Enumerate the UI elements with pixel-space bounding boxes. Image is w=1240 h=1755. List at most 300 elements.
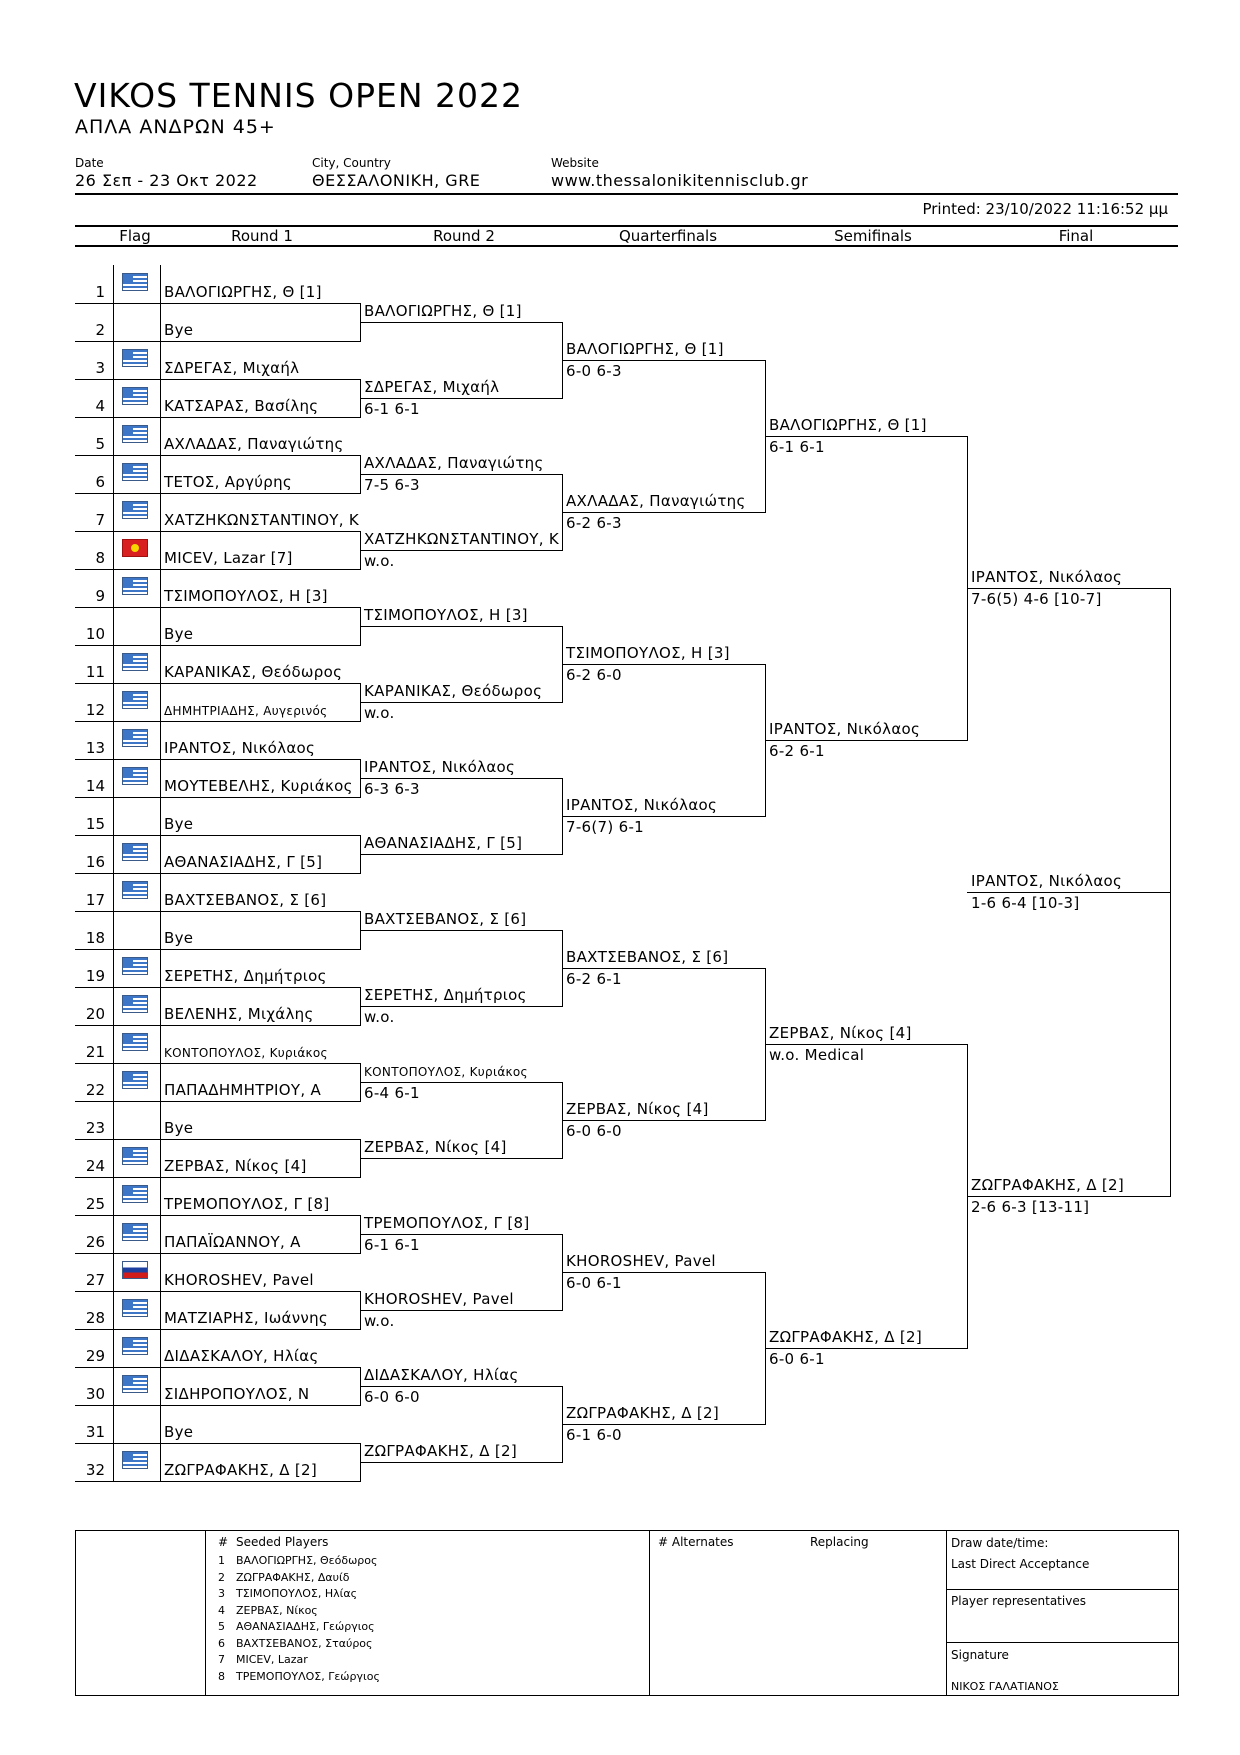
round2-player-name: ΣΕΡΕΤΗΣ, Δημήτριος (364, 986, 527, 1004)
flag-column-divider (160, 987, 161, 1025)
flag-column-divider (113, 721, 114, 759)
seeded-player-name: MICEV, Lazar (236, 1653, 308, 1666)
round1-player-name: ΚΑΤΣΑΡΑΣ, Βασίλης (164, 397, 319, 415)
round2-slot-line (360, 398, 562, 399)
round1-player-name: ΖΕΡΒΑΣ, Νίκος [4] (164, 1157, 307, 1175)
quarterfinal-player-name: ΒΑΧΤΣΕΒΑΝΟΣ, Σ [6] (566, 948, 729, 966)
draw-position-number: 29 (85, 1347, 105, 1365)
flag-column-divider (113, 1063, 114, 1101)
quarterfinal-score: 6-2 6-1 (566, 970, 622, 988)
flag-column-divider (113, 1405, 114, 1443)
flag-column-divider (160, 1367, 161, 1405)
flag-column-divider (160, 493, 161, 531)
semifinal-player-name: ΖΕΡΒΑΣ, Νίκος [4] (769, 1024, 912, 1042)
quarterfinal-score: 6-0 6-0 (566, 1122, 622, 1140)
greece-flag-icon (122, 843, 148, 861)
round2-player-name: KHOROSHEV, Pavel (364, 1290, 514, 1308)
quarterfinal-player-name: ΙΡΑΝΤΟΣ, Νικόλαος (566, 796, 718, 814)
flag-column-divider (160, 1101, 161, 1139)
quarterfinal-slot-line (562, 1424, 765, 1425)
final-score: 2-6 6-3 [13-11] (971, 1198, 1090, 1216)
round1-player-name: ΙΡΑΝΤΟΣ, Νικόλαος (164, 739, 316, 757)
round1-slot-line (75, 1329, 360, 1330)
round1-slot-line (75, 455, 360, 456)
legend-hline-2 (946, 1642, 1178, 1643)
quarterfinal-player-name: ΒΑΛΟΓΙΩΡΓΗΣ, Θ [1] (566, 340, 724, 358)
legend-hline-1 (946, 1589, 1178, 1590)
flag-column-divider (160, 1215, 161, 1253)
flag-column-divider (160, 835, 161, 873)
seed-number: 8 (218, 1669, 225, 1683)
flag-column-divider (160, 1443, 161, 1481)
column-header-semifinals: Semifinals (834, 227, 912, 245)
north-macedonia-flag-icon (122, 539, 148, 557)
flag-column-divider (113, 531, 114, 569)
legend-divider-2 (649, 1530, 650, 1696)
flag-column-divider (113, 607, 114, 645)
round1-slot-line (75, 911, 360, 912)
quarterfinal-score: 7-6(7) 6-1 (566, 818, 645, 836)
event-subtitle: ΑΠΛΑ ΑΝΔΡΩΝ 45+ (75, 116, 276, 138)
round1-player-name: ΑΧΛΑΔΑΣ, Παναγιώτης (164, 435, 344, 453)
round2-player-name: ΖΕΡΒΑΣ, Νίκος [4] (364, 1138, 507, 1156)
quarterfinal-slot-line (562, 1120, 765, 1121)
round1-player-name: KHOROSHEV, Pavel (164, 1271, 314, 1289)
round1-player-name: ΤΣΙΜΟΠΟΥΛΟΣ, Η [3] (164, 587, 328, 605)
seed-number: 6 (218, 1636, 225, 1650)
flag-column-divider (160, 303, 161, 341)
round1-slot-line (75, 1367, 360, 1368)
flag-column-divider (113, 683, 114, 721)
seeded-hash: # (218, 1535, 229, 1549)
tournament-title: VIKOS TENNIS OPEN 2022 (74, 76, 523, 115)
flag-column-divider (160, 873, 161, 911)
round1-player-name: ΠΑΠΑΪΩΑΝΝΟΥ, Α (164, 1233, 301, 1251)
greece-flag-icon (122, 1033, 148, 1051)
draw-position-number: 13 (85, 739, 105, 757)
flag-column-divider (113, 949, 114, 987)
greece-flag-icon (122, 387, 148, 405)
round2-slot-line (360, 778, 562, 779)
seed-number: 7 (218, 1653, 225, 1666)
round2-slot-line (360, 1386, 562, 1387)
seeded-player-name: ΑΘΑΝΑΣΙΑΔΗΣ, Γεώργιος (236, 1620, 375, 1633)
last-direct-acceptance-label: Last Direct Acceptance (951, 1557, 1090, 1571)
flag-column-divider (113, 569, 114, 607)
round2-score: w.o. (364, 552, 395, 570)
round1-player-name: ΑΘΑΝΑΣΙΑΔΗΣ, Γ [5] (164, 853, 323, 871)
champion-name: ΙΡΑΝΤΟΣ, Νικόλαος (971, 872, 1123, 890)
round1-player-name: ΔΙΔΑΣΚΑΛΟΥ, Ηλίας (164, 1347, 319, 1365)
round2-player-name: ΑΧΛΑΔΑΣ, Παναγιώτης (364, 454, 544, 472)
flag-column-divider (160, 1291, 161, 1329)
flag-column-divider (113, 1025, 114, 1063)
draw-position-number: 9 (95, 587, 105, 605)
round1-player-name: Bye (164, 1423, 194, 1441)
flag-column-divider (113, 341, 114, 379)
draw-position-number: 2 (95, 321, 105, 339)
russia-flag-icon (122, 1261, 148, 1279)
semifinal-score: 6-2 6-1 (769, 742, 825, 760)
greece-flag-icon (122, 463, 148, 481)
round1-slot-line (75, 683, 360, 684)
quarterfinal-player-name: ΑΧΛΑΔΑΣ, Παναγιώτης (566, 492, 746, 510)
final-player-name: ΙΡΑΝΤΟΣ, Νικόλαος (971, 568, 1123, 586)
greece-flag-icon (122, 501, 148, 519)
quarterfinal-score: 6-2 6-3 (566, 514, 622, 532)
website-value: www.thessalonikitennisclub.gr (551, 171, 809, 190)
flag-column-divider (113, 759, 114, 797)
greece-flag-icon (122, 273, 148, 291)
round1-player-name: ΤΕΤΟΣ, Αργύρης (164, 473, 292, 491)
flag-column-divider (160, 1025, 161, 1063)
round1-player-name: ΒΕΛΕΝΗΣ, Μιχάλης (164, 1005, 314, 1023)
final-slot-line (967, 1196, 1170, 1197)
legend-divider-1 (205, 1530, 206, 1696)
round1-slot-line (75, 1405, 360, 1406)
greece-flag-icon (122, 577, 148, 595)
player-representatives-label: Player representatives (951, 1594, 1086, 1608)
round1-slot-line (75, 721, 360, 722)
semifinal-slot-line (765, 740, 967, 741)
final-slot-line (967, 588, 1170, 589)
round1-slot-line (75, 1177, 360, 1178)
flag-column-divider (113, 417, 114, 455)
round1-player-name: Bye (164, 929, 194, 947)
greece-flag-icon (122, 1451, 148, 1469)
draw-position-number: 23 (85, 1119, 105, 1137)
round2-player-name: ΧΑΤΖΗΚΩΝΣΤΑΝΤΙΝΟΥ, Κ (364, 530, 560, 548)
seeded-player-name: ΤΡΕΜΟΠΟΥΛΟΣ, Γεώργιος (236, 1669, 380, 1683)
round2-player-name: ΤΡΕΜΟΠΟΥΛΟΣ, Γ [8] (364, 1214, 530, 1232)
columns-bottom-rule (75, 245, 1178, 247)
round1-slot-line (75, 1253, 360, 1254)
flag-column-divider (160, 569, 161, 607)
flag-column-divider (160, 911, 161, 949)
round1-player-name: ΣΙΔΗΡΟΠΟΥΛΟΣ, Ν (164, 1385, 310, 1403)
greece-flag-icon (122, 653, 148, 671)
draw-position-number: 14 (85, 777, 105, 795)
round2-slot-line (360, 1006, 562, 1007)
round1-player-name: MICEV, Lazar [7] (164, 549, 293, 567)
date-label: Date (75, 156, 104, 170)
flag-column-divider (160, 1253, 161, 1291)
round1-slot-line (75, 835, 360, 836)
round2-slot-line (360, 1158, 562, 1159)
round1-slot-line (75, 759, 360, 760)
draw-position-number: 16 (85, 853, 105, 871)
draw-position-number: 26 (85, 1233, 105, 1251)
semifinal-player-name: ΙΡΑΝΤΟΣ, Νικόλαος (769, 720, 921, 738)
seed-number: 4 (218, 1603, 225, 1617)
greece-flag-icon (122, 425, 148, 443)
signature-label: Signature (951, 1648, 1009, 1662)
draw-position-number: 21 (85, 1043, 105, 1061)
round1-slot-line (75, 1101, 360, 1102)
round1-player-name: ΣΔΡΕΓΑΣ, Μιχαήλ (164, 359, 300, 377)
round1-slot-line (75, 607, 360, 608)
quarterfinal-score: 6-2 6-0 (566, 666, 622, 684)
draw-position-number: 15 (85, 815, 105, 833)
round1-slot-line (75, 417, 360, 418)
semifinal-slot-line (765, 1348, 967, 1349)
round1-player-name: ΧΑΤΖΗΚΩΝΣΤΑΝΤΙΝΟΥ, Κ (164, 511, 360, 529)
greece-flag-icon (122, 1375, 148, 1393)
round1-slot-line (75, 645, 360, 646)
draw-position-number: 12 (85, 701, 105, 719)
column-header-round1: Round 1 (231, 227, 293, 245)
seeded-player-name: ΒΑΧΤΣΕΒΑΝΟΣ, Σταύρος (236, 1636, 373, 1650)
round1-slot-line (75, 1481, 360, 1482)
round2-slot-line (360, 1234, 562, 1235)
flag-column-divider (113, 379, 114, 417)
round2-player-name: ΒΑΧΤΣΕΒΑΝΟΣ, Σ [6] (364, 910, 527, 928)
round1-slot-line (75, 797, 360, 798)
draw-position-number: 8 (95, 549, 105, 567)
round1-player-name: Bye (164, 1119, 194, 1137)
final-player-name: ΖΩΓΡΑΦΑΚΗΣ, Δ [2] (971, 1176, 1124, 1194)
flag-column-divider (160, 1063, 161, 1101)
semifinal-slot-line (765, 436, 967, 437)
round1-player-name: ΒΑΛΟΓΙΩΡΓΗΣ, Θ [1] (164, 283, 322, 301)
round2-score: 6-1 6-1 (364, 400, 420, 418)
seed-number: 1 (218, 1554, 225, 1567)
flag-column-divider (113, 1443, 114, 1481)
draw-position-number: 20 (85, 1005, 105, 1023)
round2-player-name: ΚΟΝΤΟΠΟΥΛΟΣ, Κυριάκος (364, 1065, 528, 1079)
round1-player-name: Bye (164, 815, 194, 833)
round2-score: w.o. (364, 1008, 395, 1026)
quarterfinal-score: 6-1 6-0 (566, 1426, 622, 1444)
seeded-player-name: ΖΕΡΒΑΣ, Νίκος (236, 1603, 318, 1617)
draw-position-number: 18 (85, 929, 105, 947)
flag-column-divider (160, 607, 161, 645)
flag-column-divider (160, 417, 161, 455)
round2-score: w.o. (364, 704, 395, 722)
round2-slot-line (360, 702, 562, 703)
round1-player-name: ΜΟΥΤΕΒΕΛΗΣ, Κυριάκος (164, 777, 353, 795)
round2-score: 6-4 6-1 (364, 1084, 420, 1102)
round1-slot-line (75, 341, 360, 342)
greece-flag-icon (122, 957, 148, 975)
round1-slot-line (75, 949, 360, 950)
flag-column-divider (113, 1291, 114, 1329)
column-header-flag: Flag (119, 227, 151, 245)
greece-flag-icon (122, 1071, 148, 1089)
round1-player-name: Bye (164, 321, 194, 339)
round2-slot-line (360, 1462, 562, 1463)
round1-slot-line (75, 987, 360, 988)
semifinal-score: w.o. Medical (769, 1046, 865, 1064)
draw-datetime-label: Draw date/time: (951, 1536, 1049, 1550)
round2-player-name: ΔΙΔΑΣΚΑΛΟΥ, Ηλίας (364, 1366, 519, 1384)
round1-slot-line (75, 569, 360, 570)
quarterfinal-slot-line (562, 816, 765, 817)
city-value: ΘΕΣΣΑΛΟΝΙΚΗ, GRE (312, 171, 481, 190)
draw-position-number: 4 (95, 397, 105, 415)
date-value: 26 Σεπ - 23 Οκτ 2022 (75, 171, 258, 190)
greece-flag-icon (122, 729, 148, 747)
round2-player-name: ΚΑΡΑΝΙΚΑΣ, Θεόδωρος (364, 682, 543, 700)
round2-player-name: ΒΑΛΟΓΙΩΡΓΗΣ, Θ [1] (364, 302, 522, 320)
column-header-round2: Round 2 (433, 227, 495, 245)
greece-flag-icon (122, 1337, 148, 1355)
round1-player-name: ΖΩΓΡΑΦΑΚΗΣ, Δ [2] (164, 1461, 317, 1479)
greece-flag-icon (122, 1223, 148, 1241)
round1-slot-line (75, 873, 360, 874)
draw-position-number: 10 (85, 625, 105, 643)
signature-name: ΝΙΚΟΣ ΓΑΛΑΤΙΑΝΟΣ (951, 1680, 1059, 1693)
round1-player-name: Bye (164, 625, 194, 643)
round1-player-name: ΣΕΡΕΤΗΣ, Δημήτριος (164, 967, 327, 985)
flag-column-divider (160, 341, 161, 379)
quarterfinal-slot-line (562, 664, 765, 665)
flag-column-divider (160, 379, 161, 417)
quarterfinal-slot-line (562, 360, 765, 361)
round1-slot-line (75, 1291, 360, 1292)
flag-column-divider (113, 303, 114, 341)
champion-slot-line (967, 892, 1170, 893)
greece-flag-icon (122, 691, 148, 709)
round1-slot-line (75, 1443, 360, 1444)
round1-slot-line (75, 1215, 360, 1216)
round1-player-name: ΤΡΕΜΟΠΟΥΛΟΣ, Γ [8] (164, 1195, 330, 1213)
seeded-player-name: ΒΑΛΟΓΙΩΡΓΗΣ, Θεόδωρος (236, 1554, 378, 1567)
round2-score: 6-1 6-1 (364, 1236, 420, 1254)
flag-column-divider (113, 1367, 114, 1405)
column-header-final: Final (1058, 227, 1094, 245)
round1-slot-line (75, 1025, 360, 1026)
quarterfinal-player-name: ΤΣΙΜΟΠΟΥΛΟΣ, Η [3] (566, 644, 730, 662)
flag-column-divider (113, 455, 114, 493)
flag-column-divider (160, 683, 161, 721)
greece-flag-icon (122, 767, 148, 785)
round2-slot-line (360, 626, 562, 627)
semifinal-slot-line (765, 1044, 967, 1045)
flag-column-divider (160, 531, 161, 569)
draw-position-number: 19 (85, 967, 105, 985)
quarterfinal-slot-line (562, 1272, 765, 1273)
flag-column-divider (113, 493, 114, 531)
flag-column-divider (160, 265, 161, 303)
seed-number: 5 (218, 1620, 225, 1633)
greece-flag-icon (122, 349, 148, 367)
greece-flag-icon (122, 1299, 148, 1317)
flag-column-divider (113, 987, 114, 1025)
final-score: 7-6(5) 4-6 [10-7] (971, 590, 1102, 608)
flag-column-divider (113, 873, 114, 911)
round2-score: 6-0 6-0 (364, 1388, 420, 1406)
draw-position-number: 1 (95, 283, 105, 301)
round1-slot-line (75, 493, 360, 494)
replacing-title: Replacing (810, 1535, 869, 1549)
round2-player-name: ΖΩΓΡΑΦΑΚΗΣ, Δ [2] (364, 1442, 517, 1460)
round2-score: w.o. (364, 1312, 395, 1330)
round1-slot-line (75, 1139, 360, 1140)
flag-column-divider (160, 721, 161, 759)
draw-position-number: 31 (85, 1423, 105, 1441)
flag-column-divider (160, 1139, 161, 1177)
draw-position-number: 25 (85, 1195, 105, 1213)
alternates-title: # Alternates (658, 1535, 734, 1549)
city-label: City, Country (312, 156, 391, 170)
semifinal-score: 6-0 6-1 (769, 1350, 825, 1368)
flag-column-divider (160, 455, 161, 493)
champion-connector (1170, 588, 1171, 1197)
round2-slot-line (360, 1310, 562, 1311)
flag-column-divider (113, 797, 114, 835)
greece-flag-icon (122, 1185, 148, 1203)
draw-position-number: 11 (85, 663, 105, 681)
flag-column-divider (113, 265, 114, 303)
round2-player-name: ΣΔΡΕΓΑΣ, Μιχαήλ (364, 378, 500, 396)
quarterfinal-player-name: ΖΩΓΡΑΦΑΚΗΣ, Δ [2] (566, 1404, 719, 1422)
round2-slot-line (360, 474, 562, 475)
draw-position-number: 3 (95, 359, 105, 377)
greece-flag-icon (122, 995, 148, 1013)
draw-position-number: 32 (85, 1461, 105, 1479)
round2-player-name: ΑΘΑΝΑΣΙΑΔΗΣ, Γ [5] (364, 834, 523, 852)
flag-column-divider (160, 1405, 161, 1443)
flag-column-divider (113, 1253, 114, 1291)
round2-score: 6-3 6-3 (364, 780, 420, 798)
draw-position-number: 5 (95, 435, 105, 453)
round1-player-name: ΔΗΜΗΤΡΙΑΔΗΣ, Αυγερινός (164, 704, 328, 718)
round1-player-name: ΒΑΧΤΣΕΒΑΝΟΣ, Σ [6] (164, 891, 327, 909)
round1-slot-line (75, 1063, 360, 1064)
flag-column-divider (113, 1329, 114, 1367)
greece-flag-icon (122, 1147, 148, 1165)
website-label: Website (551, 156, 599, 170)
draw-position-number: 24 (85, 1157, 105, 1175)
flag-column-divider (160, 759, 161, 797)
printed-timestamp: Printed: 23/10/2022 11:16:52 μμ (922, 200, 1168, 218)
round2-slot-line (360, 930, 562, 931)
round2-slot-line (360, 1082, 562, 1083)
semifinal-player-name: ΒΑΛΟΓΙΩΡΓΗΣ, Θ [1] (769, 416, 927, 434)
draw-position-number: 6 (95, 473, 105, 491)
flag-column-divider (113, 1101, 114, 1139)
seed-number: 3 (218, 1587, 225, 1600)
round1-slot-line (75, 531, 360, 532)
seed-number: 2 (218, 1570, 225, 1584)
flag-column-divider (160, 949, 161, 987)
draw-position-number: 7 (95, 511, 105, 529)
round1-slot-line (75, 379, 360, 380)
draw-position-number: 22 (85, 1081, 105, 1099)
round2-player-name: ΙΡΑΝΤΟΣ, Νικόλαος (364, 758, 516, 776)
champion-score: 1-6 6-4 [10-3] (971, 894, 1080, 912)
round1-player-name: ΜΑΤΖΙΑΡΗΣ, Ιωάννης (164, 1309, 329, 1327)
round1-player-name: ΚΑΡΑΝΙΚΑΣ, Θεόδωρος (164, 663, 343, 681)
header-divider (75, 193, 1178, 195)
flag-column-divider (113, 1215, 114, 1253)
quarterfinal-score: 6-0 6-3 (566, 362, 622, 380)
quarterfinal-player-name: KHOROSHEV, Pavel (566, 1252, 716, 1270)
round2-player-name: ΤΣΙΜΟΠΟΥΛΟΣ, Η [3] (364, 606, 528, 624)
round2-score: 7-5 6-3 (364, 476, 420, 494)
flag-column-divider (160, 1329, 161, 1367)
semifinal-player-name: ΖΩΓΡΑΦΑΚΗΣ, Δ [2] (769, 1328, 922, 1346)
flag-column-divider (160, 797, 161, 835)
flag-column-divider (160, 645, 161, 683)
draw-position-number: 17 (85, 891, 105, 909)
round1-player-name: ΚΟΝΤΟΠΟΥΛΟΣ, Κυριάκος (164, 1046, 328, 1060)
round1-player-name: ΠΑΠΑΔΗΜΗΤΡΙΟΥ, Α (164, 1081, 322, 1099)
quarterfinal-player-name: ΖΕΡΒΑΣ, Νίκος [4] (566, 1100, 709, 1118)
legend-divider-3 (946, 1530, 947, 1696)
round2-slot-line (360, 550, 562, 551)
